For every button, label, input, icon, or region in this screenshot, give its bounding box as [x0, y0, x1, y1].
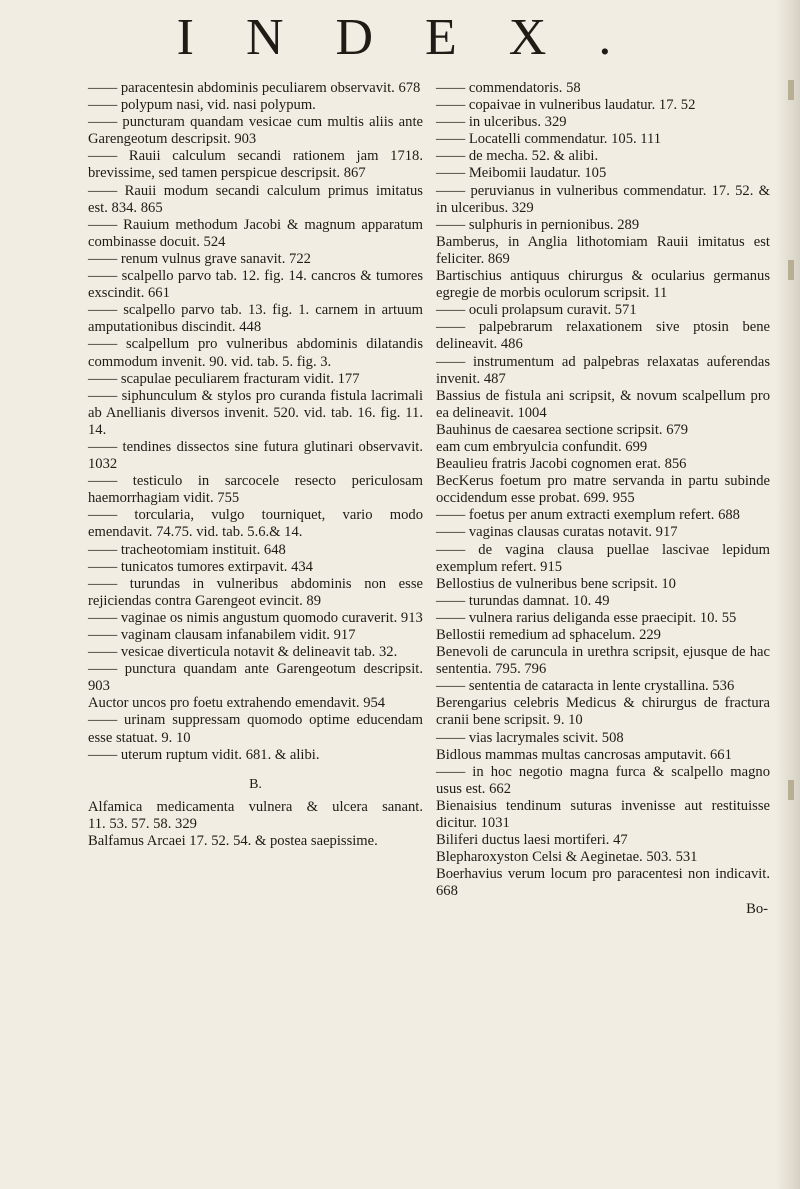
entry-text: —— Rauii calculum secandi rationem jam 1718. brevissime, sed tamen perspicue descripsit. [88, 148, 423, 182]
entry-text: —— Rauium methodum Jacobi & magnum apparatum combinasse docuit. [88, 216, 423, 250]
index-entry [88, 371, 423, 388]
index-entry [436, 610, 770, 627]
index-entry [436, 507, 770, 524]
entry-text: —— vaginas clausas curatas notavit. [436, 524, 653, 541]
index-entry [88, 268, 423, 302]
entry-text: —— oculi prolapsum curavit. [436, 302, 612, 319]
entry-text: —— palpebrarum relaxationem sive ptosin bene delineavit. [436, 319, 770, 353]
entry-text: BecKerus foetum pro matre servanda in partu subinde occidendum esse probat. 699. [436, 473, 770, 507]
entry-page-ref: 648 [263, 541, 286, 558]
entry-text: —— scapulae peculiarem fracturam vidit. [88, 370, 334, 387]
index-entry [88, 712, 423, 746]
index-entry [88, 644, 423, 661]
entry-text: Bellostii remedium ad sphacelum. [436, 627, 636, 643]
letter-b-entries [88, 799, 423, 850]
entry-page-ref: 531 [675, 849, 698, 866]
entry-page-ref: 661 [710, 746, 732, 763]
index-entry [436, 730, 770, 747]
index-entry [436, 473, 770, 507]
entry-text: Bartischius antiquus chirurgus & ocularius germanus egregie de morbis oculorum scripsit. [436, 268, 770, 302]
entry-text: Alfamica medicamenta vulnera & ulcera sanant. [88, 798, 423, 815]
index-entry [88, 114, 423, 148]
index-entry [436, 593, 770, 610]
index-entry [88, 610, 423, 627]
entry-text: Balfamus Arcaei 17. 52. 54. & postea saepissime. [88, 833, 378, 850]
entry-page-ref: 508 [601, 729, 624, 746]
index-entry [88, 695, 423, 712]
edge-mark [788, 260, 794, 280]
entry-text: —— vias lacrymales scivit. [436, 729, 599, 746]
entry-page-ref: 722 [289, 250, 311, 267]
edge-mark [788, 80, 794, 100]
index-entry [88, 747, 423, 764]
entry-text: —— punctura quandam ante Garengeotum descripsit. [88, 661, 423, 678]
entry-page-ref: 105. 111 [611, 131, 662, 148]
entry-page-ref: 678 [398, 80, 421, 96]
entry-page-ref: 329 [511, 199, 534, 216]
entry-text: —— scalpello parvo tab. 13. fig. 1. carnem in artuum amputationibus discindit. [88, 302, 423, 336]
index-entry [436, 354, 770, 388]
entry-page-ref: 662 [489, 780, 512, 797]
entry-text: Bauhinus de caesarea sectione scripsit. [436, 421, 663, 438]
entry-page-ref: 661 [148, 285, 170, 302]
entry-text: Bienaisius tendinum suturas invenisse aut restituisse dicitur. [436, 797, 770, 832]
index-entry [436, 165, 770, 182]
index-entry [88, 833, 423, 850]
index-entry [436, 148, 770, 165]
entry-page-ref: 58 [566, 80, 581, 96]
index-entry [436, 217, 770, 234]
index-entry [436, 422, 770, 439]
index-entry [88, 251, 423, 268]
entry-text: —— vulnera rarius deliganda esse praecipit. [436, 609, 697, 626]
entry-text: —— scalpello parvo tab. 12. fig. 14. cancros & tumores exscindit. [88, 268, 423, 302]
entry-page-ref: 329 [544, 114, 567, 131]
entry-page-ref: 89 [306, 592, 322, 609]
entry-page-ref: 867 [343, 165, 366, 182]
entry-page-ref: 1032 [88, 456, 118, 473]
entry-page-ref: 536 [712, 678, 735, 695]
entry-page-ref: 679 [666, 421, 689, 438]
entry-page-ref: 229 [639, 627, 661, 643]
entry-page-ref: 47 [613, 832, 628, 849]
entry-page-ref: 856 [664, 456, 687, 473]
entry-text: Benevoli de caruncula in urethra scripsit, ejusque de hac sententia. [436, 644, 770, 678]
index-entry [436, 183, 770, 217]
entry-page-ref: 571 [614, 302, 637, 319]
index-entry [88, 473, 423, 507]
entry-page-ref: 486 [500, 336, 523, 353]
entry-text: —— in ulceribus. [436, 114, 541, 131]
index-entry [436, 866, 770, 900]
index-entry [436, 678, 770, 695]
entry-page-ref: 955 [612, 490, 635, 507]
entry-page-ref: 11 [653, 285, 668, 302]
entry-text: Berengarius celebris Medicus & chirurgus de fractura cranii bene scripsit. [436, 695, 770, 729]
index-entry [88, 542, 423, 559]
entry-text: —— de vagina clausa puellae lascivae lepidum exemplum refert. [436, 541, 770, 575]
entry-text: —— vesicae diverticula notavit & delineavit tab. 32. [88, 644, 398, 661]
entry-page-ref: 177 [337, 370, 360, 387]
entry-page-ref: 10. 49 [573, 592, 610, 609]
entry-text: —— uterum ruptum vidit. [88, 746, 243, 763]
entry-text: —— paracentesin abdominis peculiarem observavit. [88, 80, 395, 96]
entry-page-ref: 1031 [480, 815, 510, 832]
entry-text: —— tracheotomiam instituit. [88, 541, 261, 558]
entry-text: —— tendines dissectos sine futura glutinari observavit. [88, 438, 423, 455]
index-entry [88, 217, 423, 251]
entry-text: —— vaginae os nimis angustum quomodo curaverit. [88, 609, 398, 626]
entry-page-ref: 755 [217, 490, 240, 507]
index-entry [88, 388, 423, 439]
entry-text: Boerhavius verum locum pro paracentesi non indicavit. [436, 866, 770, 883]
entry-page-ref: 434 [291, 558, 313, 575]
entry-text: eam cum embryulcia confundit. [436, 438, 622, 455]
index-entry [88, 439, 423, 473]
entry-page-ref: 10 [661, 575, 676, 592]
index-entry [436, 80, 770, 97]
index-entry [436, 576, 770, 593]
entry-page-ref: 903 [88, 678, 110, 695]
index-entry [436, 644, 770, 678]
entry-text: —— sulphuris in pernionibus. [436, 216, 614, 233]
entry-page-ref: 487 [483, 370, 506, 387]
entry-text: Blepharoxyston Celsi & Aeginetae. 503. [436, 849, 672, 866]
index-entry [436, 764, 770, 798]
index-entry [88, 336, 423, 370]
entry-text: Bidlous mammas multas cancrosas amputavit. [436, 746, 707, 763]
index-entry [436, 524, 770, 541]
entry-page-ref: 668 [436, 883, 458, 900]
entry-page-ref: 448 [239, 319, 262, 336]
page-edge-shadow [776, 0, 800, 1189]
entry-text: —— renum vulnus grave sanavit. [88, 250, 286, 267]
index-entry [88, 302, 423, 336]
entry-text: —— vaginam clausam infanabilem vidit. [88, 627, 330, 643]
entry-text: —— torcularia, vulgo tourniquet, vario modo emendavit. 74.75. vid. tab. 5.6.& 14. [88, 507, 423, 541]
entry-page-ref: 1004 [517, 404, 547, 421]
entry-text: —— turundas damnat. [436, 592, 570, 609]
entry-text: —— Meibomii laudatur. [436, 165, 581, 182]
entry-text: —— turundas in vulneribus abdominis non esse rejiciendas contra Garengeot evincit. [88, 575, 423, 609]
index-entry [436, 388, 770, 422]
entry-page-ref: 917 [333, 627, 356, 643]
entry-text: —— in hoc negotio magna furca & scalpello magno usus est. [436, 763, 770, 797]
index-entry [88, 80, 423, 97]
entry-text: —— tunicatos tumores extirpavit. [88, 558, 288, 575]
index-entry [436, 97, 770, 114]
entry-text: —— commendatoris. [436, 80, 563, 96]
entry-text: —— urinam suppressam quomodo optime educendam esse statuat. [88, 712, 423, 746]
entry-page-ref: 9. 10 [553, 712, 583, 729]
index-entry [88, 627, 423, 644]
index-entry [88, 183, 423, 217]
entry-page-ref: 699 [625, 438, 648, 455]
entry-text: —— instrumentum ad palpebras relaxatas auferendas invenit. [436, 353, 770, 387]
index-entry [88, 799, 423, 833]
entry-page-ref: 913 [400, 609, 423, 626]
right-column [436, 80, 770, 918]
entry-page-ref: 289 [617, 216, 640, 233]
index-entry [436, 268, 770, 302]
index-entry [436, 456, 770, 473]
entry-page-ref: 834. 865 [111, 199, 163, 216]
entry-text: —— peruvianus in vulneribus commendatur. 17. 52. & in ulceribus. [436, 182, 770, 216]
edge-mark [788, 780, 794, 800]
entry-text: Bamberus, in Anglia lithotomiam Rauii imitatus est feliciter. [436, 233, 770, 267]
index-entry [88, 97, 423, 114]
entry-page-ref: 915 [540, 558, 563, 575]
entry-text: —— siphunculum & stylos pro curanda fistula lacrimali ab Anellianis diversos invenit. 520. vid. tab. 16. fig. 11. 14. [88, 387, 423, 438]
entry-page-ref: 10. 55 [699, 609, 737, 626]
entry-text: —— copaivae in vulneribus laudatur. 17. 52 [436, 97, 696, 114]
entry-page-ref: 688 [718, 507, 740, 524]
entry-text: —— polypum nasi, vid. nasi polypum. [88, 97, 316, 114]
index-entry [436, 747, 770, 764]
index-entry [436, 114, 770, 131]
index-entry [436, 131, 770, 148]
entry-page-ref: 11. 53. 57. 58. 329 [88, 815, 197, 832]
entry-text: Bellostius de vulneribus bene scripsit. [436, 575, 658, 592]
index-entry [88, 661, 423, 695]
index-entry [436, 798, 770, 832]
entry-page-ref: 524 [203, 233, 226, 250]
entry-page-ref: 954 [363, 695, 386, 712]
index-entry [436, 542, 770, 576]
entry-page-ref: 9. 10 [161, 729, 191, 746]
index-entry [436, 319, 770, 353]
entry-text: Beaulieu fratris Jacobi cognomen erat. [436, 456, 661, 473]
entry-text: —— sententia de cataracta in lente crystallina. [436, 678, 709, 695]
index-entry [88, 507, 423, 541]
entry-text: —— de mecha. [436, 148, 528, 165]
left-column [88, 80, 423, 850]
entry-text: —— testiculo in sarcocele resecto periculosam haemorrhagiam vidit. [88, 473, 423, 507]
entry-text: Bassius de fistula ani scripsit, & novum scalpellum pro ea delineavit. [436, 387, 770, 421]
entry-page-ref: 795. 796 [495, 661, 547, 678]
right-entries [436, 80, 770, 901]
index-entry [88, 148, 423, 182]
entry-text: Biliferi ductus laesi mortiferi. [436, 832, 610, 849]
letter-heading-b: B. [249, 776, 262, 792]
page-title: INDEX. [176, 9, 664, 66]
entry-page-ref: 917 [655, 524, 678, 541]
entry-text: —— puncturam quandam vesicae cum multis aliis ante Garengeotum descripsit. [88, 114, 423, 148]
entry-page-ref: 681. & alibi. [245, 746, 320, 763]
index-entry [436, 849, 770, 866]
catchword: Bo- [746, 900, 768, 917]
entry-text: —— foetus per anum extracti exemplum refert. [436, 507, 715, 524]
entry-page-ref: 52. & alibi. [531, 148, 599, 165]
left-entries [88, 80, 423, 764]
entry-page-ref: 869 [487, 250, 510, 267]
entry-text: —— Rauii modum secandi calculum primus imitatus est. [88, 182, 423, 216]
index-entry [436, 695, 770, 729]
entry-text: —— Locatelli commendatur. [436, 131, 608, 148]
index-entry [88, 559, 423, 576]
entry-text: Auctor uncos pro foetu extrahendo emendavit. [88, 695, 360, 712]
entry-page-ref: 903 [234, 131, 257, 148]
entry-page-ref: 105 [584, 165, 607, 182]
index-entry [436, 832, 770, 849]
index-entry [436, 234, 770, 268]
entry-text: —— scalpellum pro vulneribus abdominis dilatandis commodum invenit. 90. vid. tab. 5. fig. 3. [88, 336, 423, 370]
index-entry [436, 302, 770, 319]
index-entry [88, 576, 423, 610]
index-entry [436, 627, 770, 644]
index-entry [436, 439, 770, 456]
